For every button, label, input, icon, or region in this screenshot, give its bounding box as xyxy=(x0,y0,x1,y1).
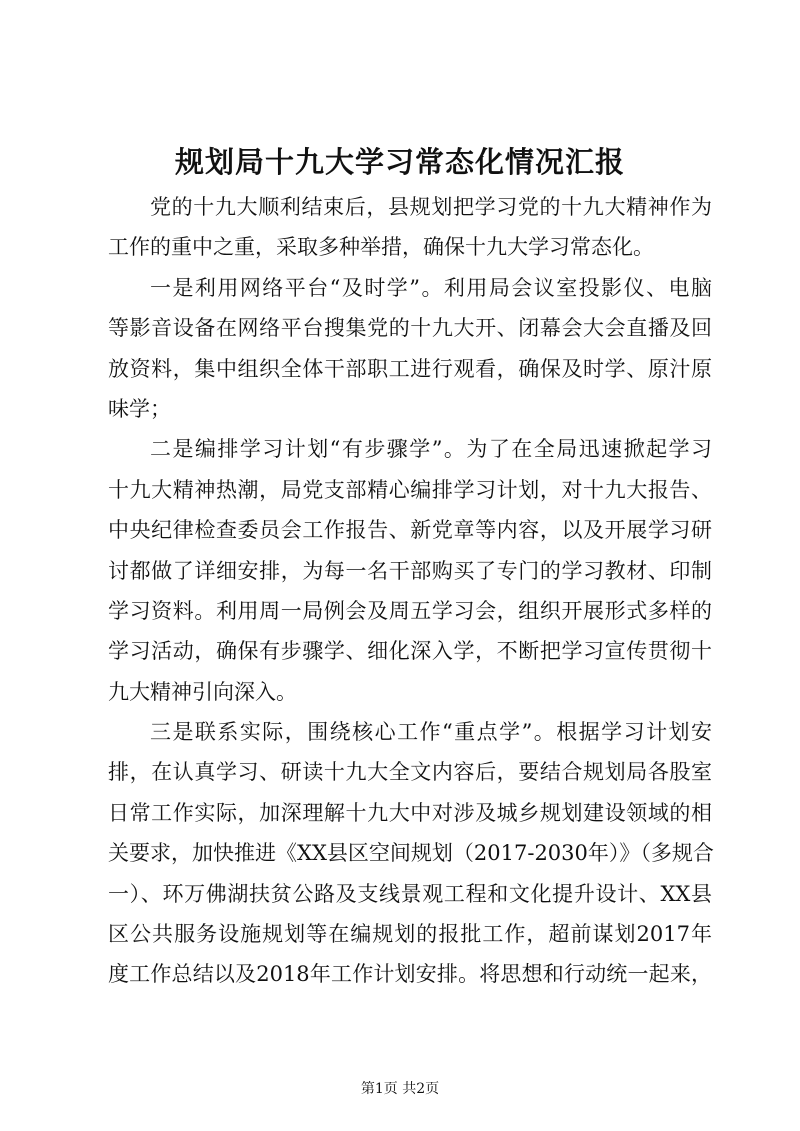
text-line: 二是编排学习计划“有步骤学”。为了在全局迅速掀起学习 xyxy=(150,437,712,462)
text-line: 区公共服务设施规划等在编规划的报批工作，超前谋划2017年 xyxy=(108,922,712,947)
text-line: 党的十九大顺利结束后，县规划把学习党的十九大精神作为 xyxy=(150,195,712,219)
text-line: 等影音设备在网络平台搜集党的十九大开、闭幕会大会直播及回 xyxy=(108,316,712,341)
paragraph xyxy=(108,268,712,430)
paragraph xyxy=(108,187,712,268)
text-line: 味学； xyxy=(108,396,171,421)
text-line: 一是利用网络平台“及时学”。利用局会议室投影仪、电脑 xyxy=(150,275,712,300)
text-line: 关要求，加快推进《XX县区空间规划（2017-2030年）》（多规合 xyxy=(108,841,714,866)
text-line: 学习活动，确保有步骤学、细化深入学，不断把学习宣传贯彻十 xyxy=(108,639,712,664)
text-line: 学习资料。利用周一局例会及周五学习会，组织开展形式多样的 xyxy=(108,598,712,623)
document-body xyxy=(108,187,712,995)
text-line: 排，在认真学习、研读十九大全文内容后，要结合规划局各股室 xyxy=(108,760,712,785)
text-line: 一）、环万佛湖扶贫公路及支线景观工程和文化提升设计、XX县 xyxy=(108,881,712,906)
text-line: 工作的重中之重，采取多种举措，确保十九大学习常态化。 xyxy=(108,235,654,260)
text-line: 九大精神引向深入。 xyxy=(108,679,297,704)
text-line: 三是联系实际，围绕核心工作“重点学”。根据学习计划安 xyxy=(150,720,712,745)
text-line: 中央纪律检查委员会工作报告、新党章等内容，以及开展学习研 xyxy=(108,518,712,543)
text-line: 十九大精神热潮，局党支部精心编排学习计划，对十九大报告、 xyxy=(108,477,712,502)
page-footer: 第1页 共2页 xyxy=(360,1081,440,1097)
paragraph xyxy=(108,429,712,712)
text-line: 讨都做了详细安排，为每一名干部购买了专门的学习教材、印制 xyxy=(108,558,712,583)
text-line: 度工作总结以及2018年工作计划安排。将思想和行动统一起来， xyxy=(108,962,712,987)
document-title: 规划局十九大学习常态化情况汇报 xyxy=(174,145,625,179)
text-line: 放资料，集中组织全体干部职工进行观看，确保及时学、原汁原 xyxy=(108,356,712,381)
text-line: 日常工作实际，加深理解十九大中对涉及城乡规划建设领域的相 xyxy=(108,800,712,825)
paragraph xyxy=(108,712,712,995)
